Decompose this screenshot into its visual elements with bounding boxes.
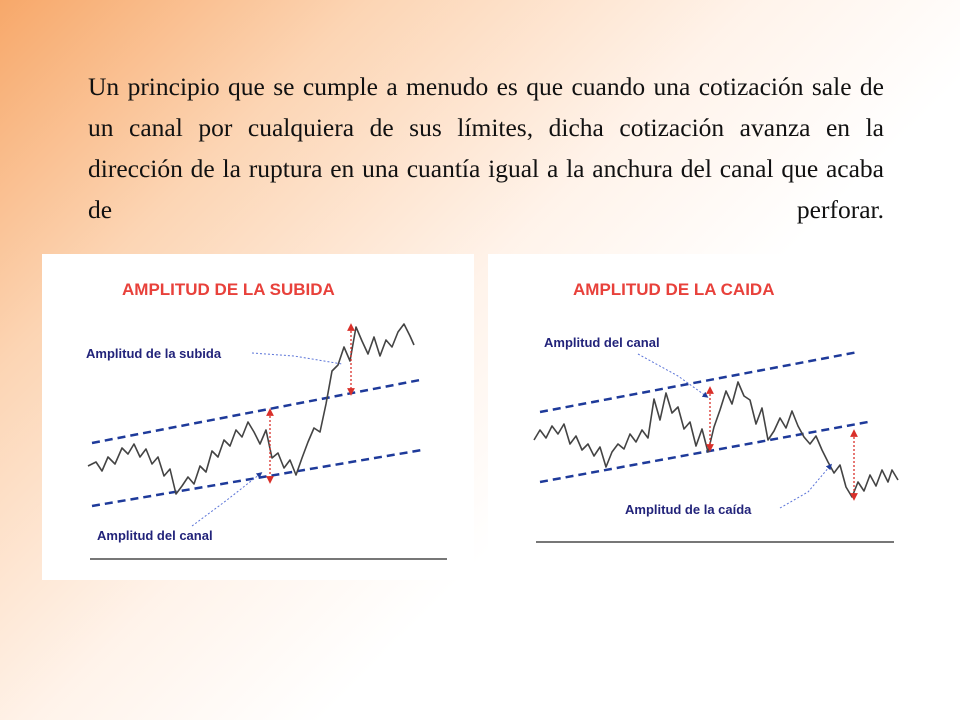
- lower-channel-line: [92, 450, 422, 506]
- price-series: [534, 382, 898, 497]
- rise-leader-line: [252, 353, 342, 364]
- channel-leader-line: [638, 354, 706, 396]
- fall-title: AMPLITUD DE LA CAIDA: [573, 280, 775, 299]
- upper-channel-line: [540, 352, 858, 412]
- channel-label: Amplitud del canal: [97, 528, 213, 543]
- fall-label: Amplitud de la caída: [625, 502, 752, 517]
- channel-leader-line: [192, 474, 260, 526]
- channel-label: Amplitud del canal: [544, 335, 660, 350]
- fall-amplitude-diagram: [488, 254, 918, 580]
- fall-leader-line: [780, 466, 830, 508]
- intro-paragraph: Un principio que se cumple a menudo es que cuando una cotización sale de un canal por cualquiera de sus límites, dicha cotización avanza en la dirección de la ruptura en una cuantía igual a la anchura del canal que acaba de perforar.: [88, 72, 884, 224]
- lower-channel-line: [540, 422, 868, 482]
- upper-channel-line: [92, 380, 420, 443]
- rise-amplitude-diagram: [42, 254, 474, 580]
- rise-title: AMPLITUD DE LA SUBIDA: [122, 280, 335, 299]
- rise-label: Amplitud de la subida: [86, 346, 222, 361]
